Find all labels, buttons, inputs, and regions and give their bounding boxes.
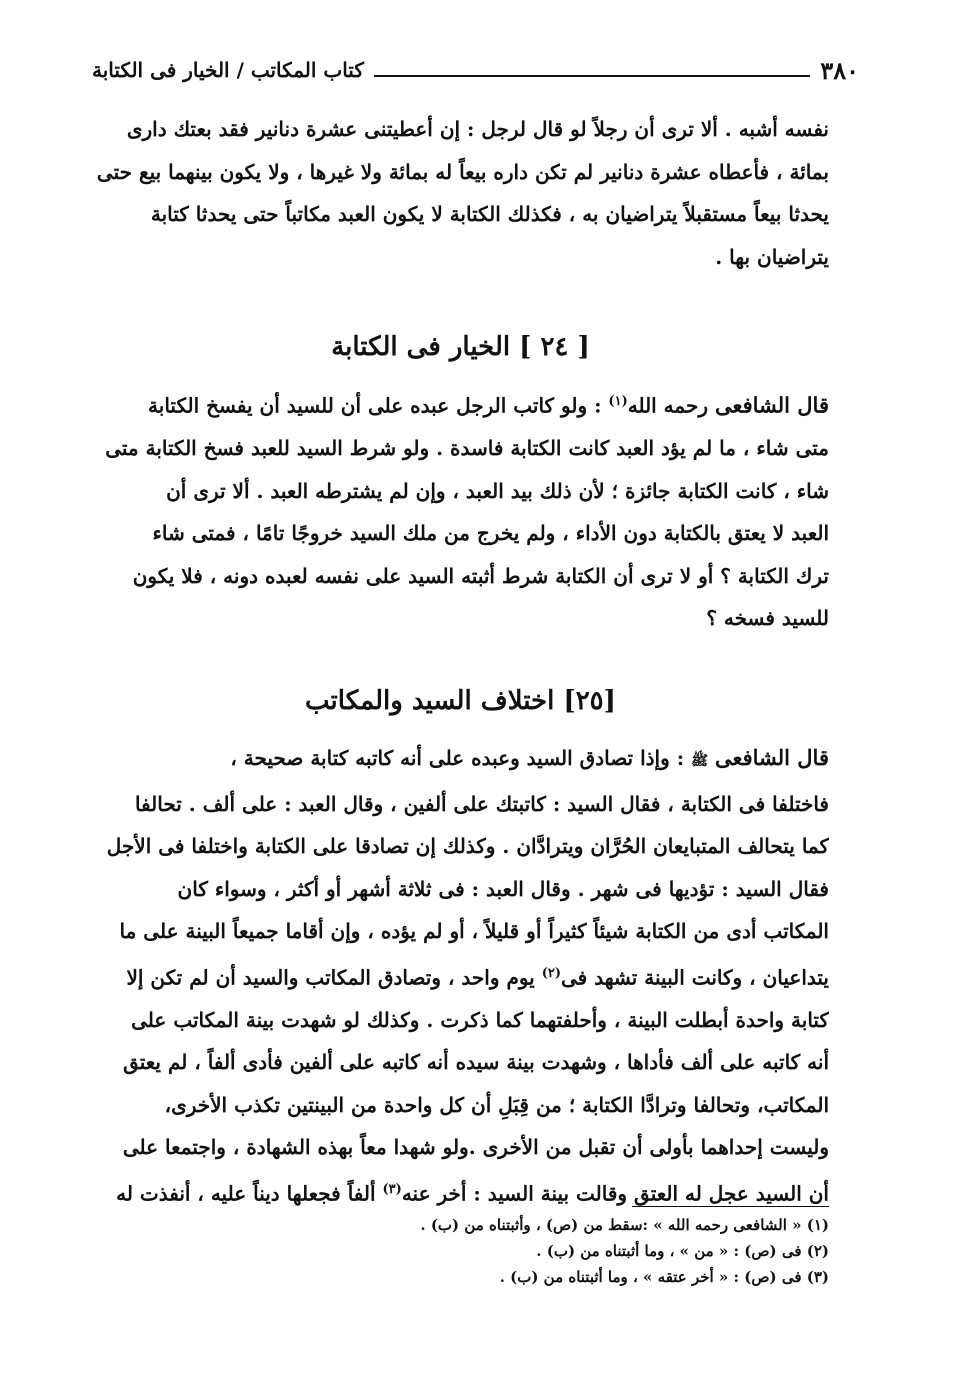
text-span: : ولو كاتب الرجل عبده على أن للسيد أن يفسخ الكتابة [148,393,609,418]
footnote: (١) « الشافعى رحمه الله » :سقط من (ص) ، وأثبتناه من (ب) . [420,1216,829,1234]
intro-paragraph [92,108,829,278]
section-24-line: شاء ، كانت الكتابة جائزة ؛ لأن ذلك بيد العبد ، وإن لم يشترطه العبد . ألا ترى أن [166,478,829,503]
intro-line: بمائة ، فأعطاه عشرة دنانير لم تكن داره بيعاً له بمائة ولا غيرها ، ولا يكون بينهما بيع حتى [96,159,829,184]
section-25-body [92,737,829,1215]
honorific: ﷺ [691,753,708,769]
section-24-line: متى شاء ، ما لم يؤد العبد كانت الكتابة فاسدة . ولو شرط السيد للعبد فسخ الكتابة متى [105,436,829,461]
text-span: : وإذا تصادق السيد وعبده على أنه كاتبه كتابة صحيحة ، [230,746,692,770]
section-25-title: [٢٥] اختلاف السيد والمكاتب [305,686,616,716]
section-24-title: [ ٢٤ ] الخيار فى الكتابة [331,332,590,362]
section-25-line: أنه كاتبه على ألف فأداها ، وشهدت بينة سيده أنه كاتبه على ألفين فأدى ألفاً ، لم يعتق [123,1050,829,1075]
section-25-line: فاختلفا فى الكتابة ، فقال السيد : كاتبتك على ألفين ، وقال العبد : على ألف . تحالفا [134,791,829,816]
page-header [92,50,859,90]
text-span: رحمه الله [627,393,715,418]
intro-line: يحدثا بيعاً مستقبلاً يتراضيان به ، فكذلك الكتابة لا يكون العبد مكاتباً حتى يحدثا كتابة [150,202,829,226]
footnote-ref: (٢) [541,965,561,981]
footnote-ref: (١) [608,394,628,409]
footnote-divider [632,1206,829,1207]
section-24-line: العبد لا يعتق بالكتابة دون الأداء ، ولم يخرج من ملك السيد خروجًا تامًا ، فمتى شاء [152,521,829,546]
section-24-body [92,381,829,640]
intro-line: يتراضيان بها . [715,244,829,269]
section-25-line: المكاتب أدى من الكتابة شيئاً كثيراً أو قليلاً ، أو لم يؤده ، وإن أقاما جميعاً البينة على ما [119,919,829,943]
footnote: (٣) فى (ص) : « أخر عتقه » ، وما أثبتناه من (ب) . [499,1268,829,1286]
section-25-line: كما يتحالف المتبايعان الحُرَّان ويترادَّان . وكذلك إن تصادقا على الكتابة واختلفا فى الأجل [106,834,829,858]
section-24-line: للسيد فسخه ؟ [706,606,829,631]
section-24-line [92,381,829,427]
speaker: قال الشافعى [714,745,829,770]
footnote: (٢) فى (ص) : « من » ، وما أثبتناه من (ب) . [536,1242,829,1260]
page-number: ٣٨٠ [820,55,859,85]
text-span: ألفاً فجعلها ديناً عليه ، أنفذت له [116,1181,383,1206]
speaker: قال الشافعى [714,392,829,418]
intro-line: نفسه أشبه . ألا ترى أن رجلاً لو قال لرجل : إن أعطيتنى عشرة دنانير فقد بعتك دارى [126,117,829,141]
footnote-ref: (٣) [382,1181,402,1197]
section-24-line: ترك الكتابة ؟ أو لا ترى أن الكتابة شرط أثبته السيد على نفسه لعبده دونه ، فلا يكون [132,563,829,588]
section-25-line [92,737,829,783]
section-25-line [92,953,829,999]
section-25-line: وليست إحداهما بأولى أن تقبل من الأخرى .ولو شهدا معاً بهذه الشهادة ، واجتمعا على [122,1135,829,1160]
section-25-line: كتابة واحدة أبطلت البينة ، وأحلفتهما كما ذكرت . وكذلك لو شهدت بينة المكاتب على [131,1007,829,1032]
section-25-line [92,1169,829,1215]
header-rule [374,75,810,77]
running-title: كتاب المكاتب / الخيار فى الكتابة [92,58,364,82]
footnotes [300,1212,829,1290]
section-25-line: المكاتب، وتحالفا وترادَّا الكتابة ؛ من قِبَلِ أن كل واحدة من البينتين تكذب الأخرى، [164,1092,829,1117]
section-25-line: فقال السيد : تؤديها فى شهر . وقال العبد : فى ثلاثة أشهر أو أكثر ، وسواء كان [177,876,829,901]
text-span: أن السيد عجل له العتق وقالت بينة السيد : أخر عنه [401,1181,829,1206]
text-span: يوم واحد ، وتصادق المكاتب والسيد أن لم تكن إلا [126,965,542,990]
text-span: يتداعيان ، وكانت البينة تشهد فى [561,965,829,990]
